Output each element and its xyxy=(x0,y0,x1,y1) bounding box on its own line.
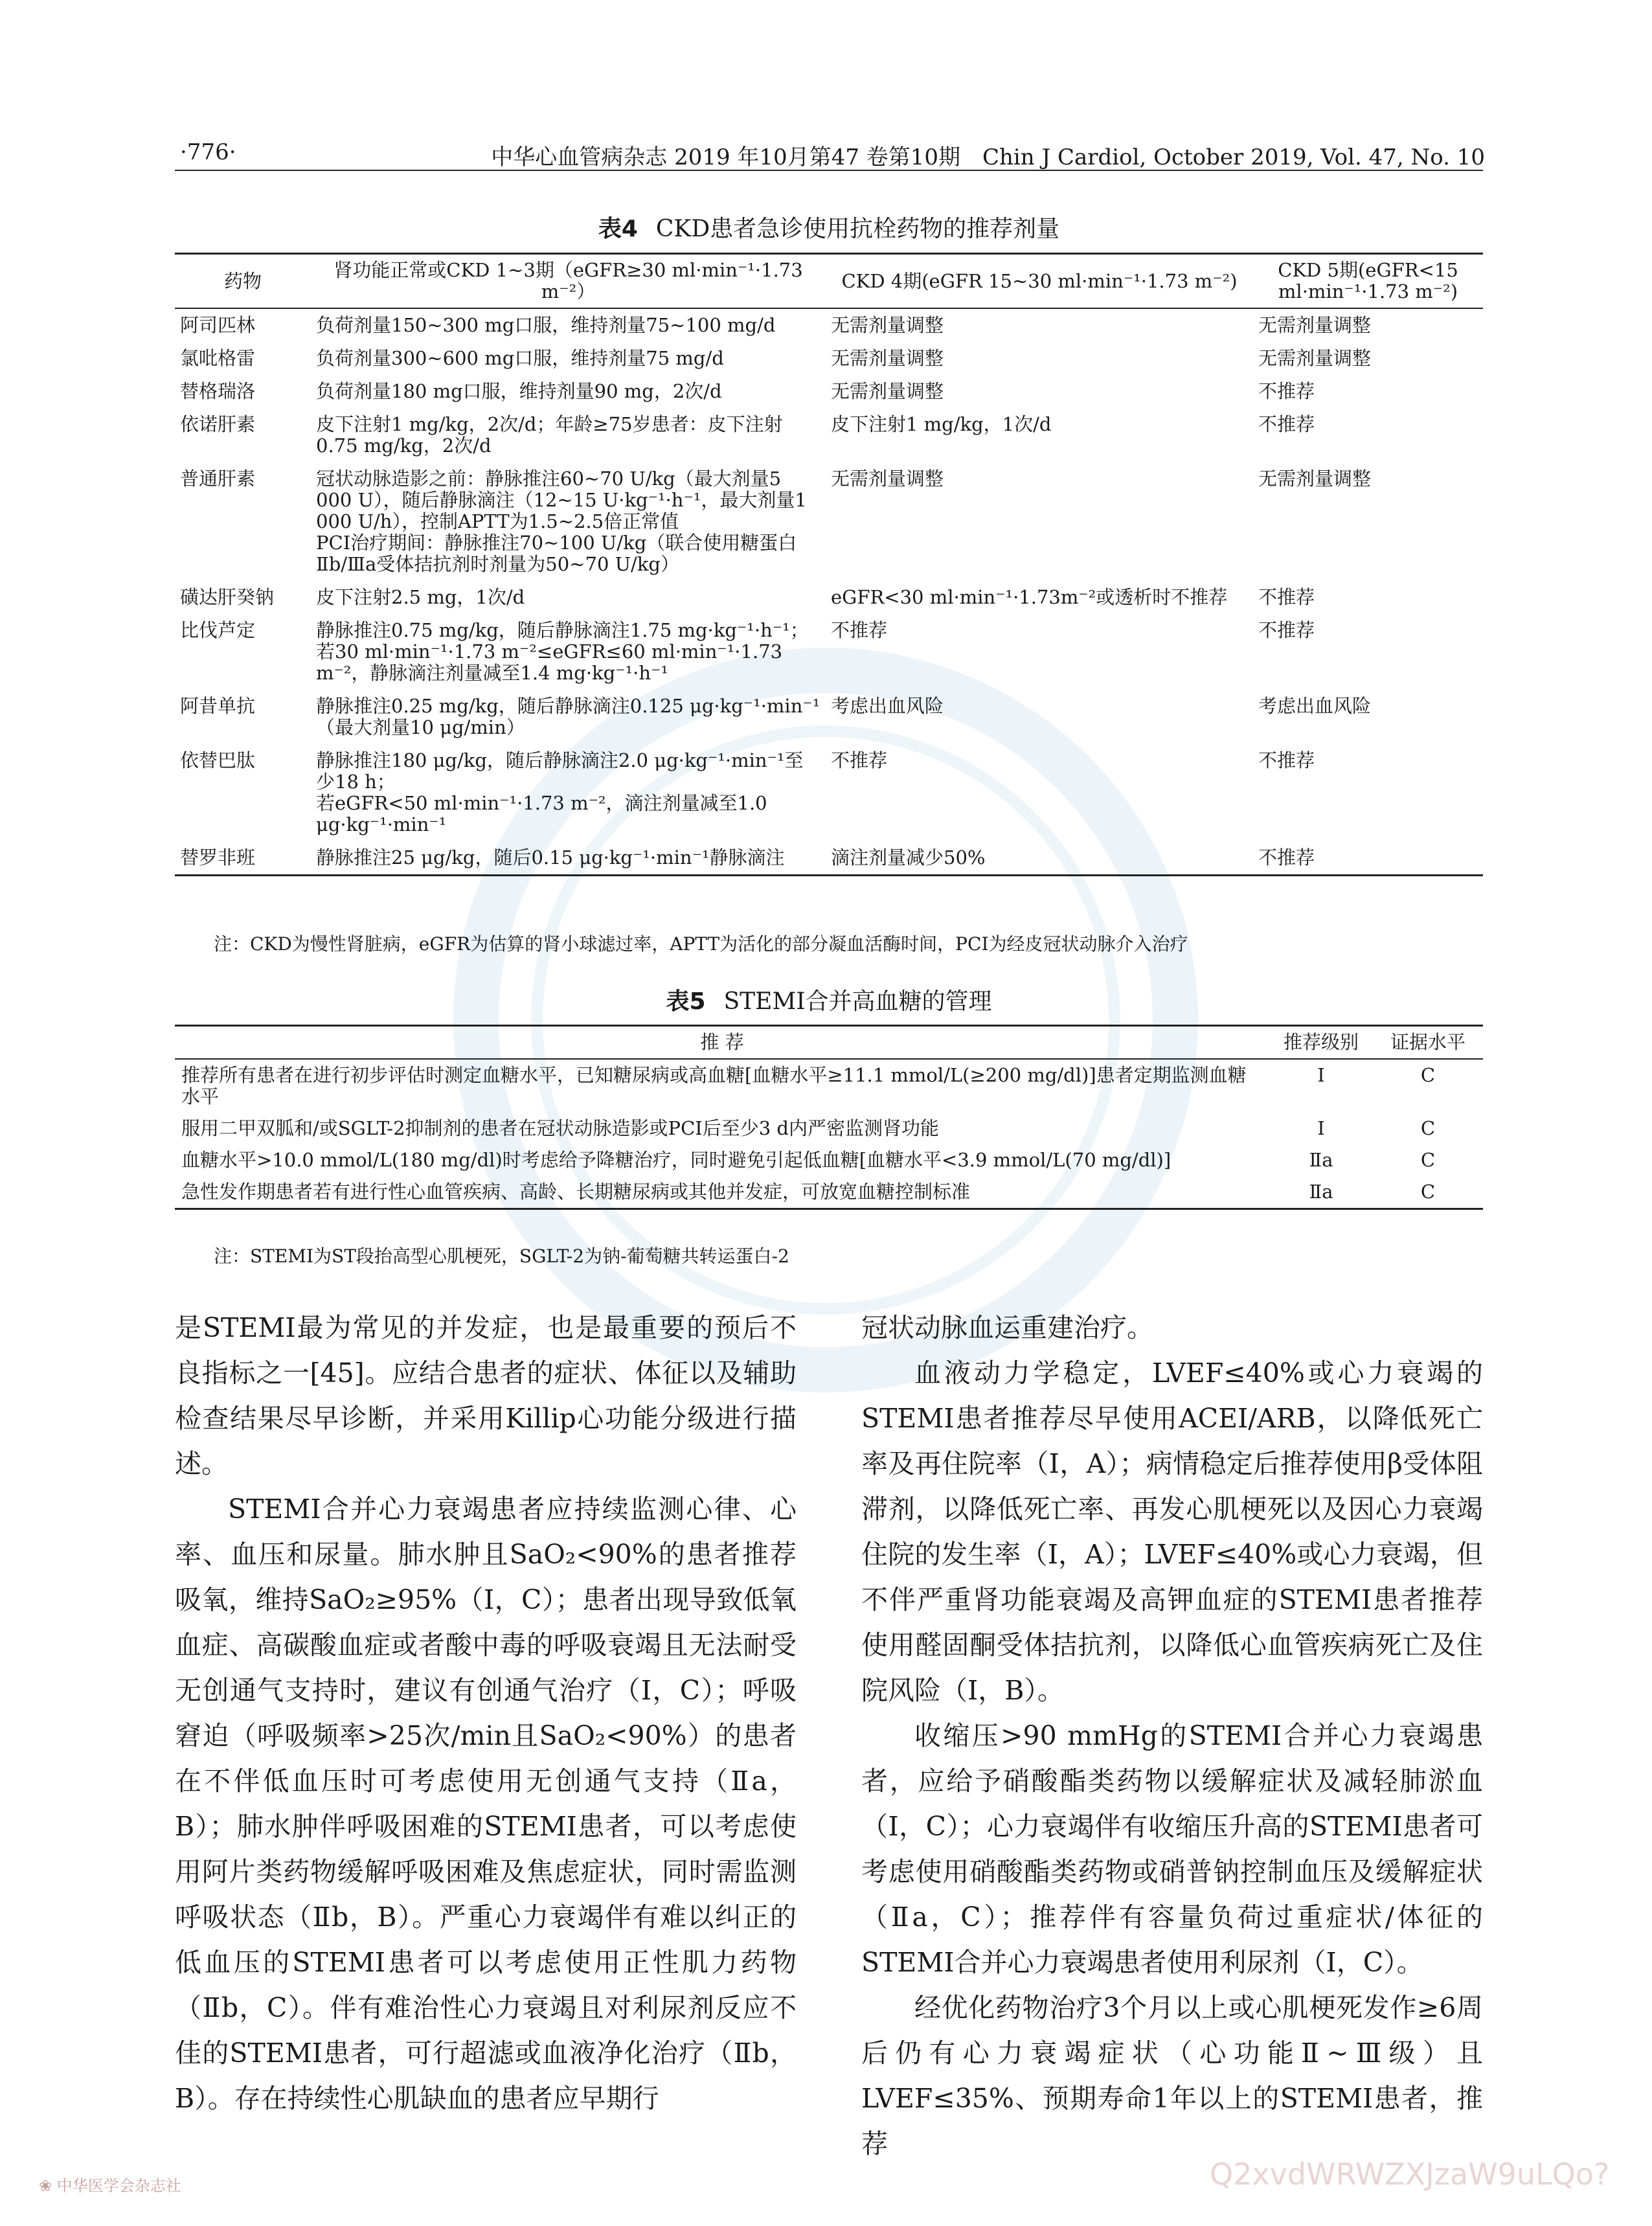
table5-cell: 血糖水平>10.0 mmol/L(180 mg/dl)时考虑给予降糖治疗，同时避免引起低血糖[血糖水平<3.9 mmol/L(70 mg/dl)] xyxy=(181,1149,1171,1171)
table4-cell: 无需剂量调整 xyxy=(831,314,944,336)
table4-cell: 不推荐 xyxy=(831,749,888,771)
table4-row xyxy=(175,744,1483,841)
table4-cell: 依替巴肽 xyxy=(180,749,256,771)
table5-row xyxy=(175,1176,1483,1209)
table4-title: CKD患者急诊使用抗栓药物的推荐剂量 xyxy=(655,216,1060,242)
table4-cell: 静脉推注25 μg/kg，随后0.15 μg·kg⁻¹·min⁻¹静脉滴注 xyxy=(316,846,785,869)
table4-cell: 静脉推注0.75 mg/kg，随后静脉滴注1.75 mg·kg⁻¹·h⁻¹；若30 ml·min⁻¹·1.73 m⁻²≤eGFR≤60 ml·min⁻¹·1.73 m⁻²，静脉滴注剂量减至1.4 mg·kg⁻¹·h⁻¹ xyxy=(316,619,809,684)
table4-cell: 皮下注射1 mg/kg，2次/d；年龄≥75岁患者：皮下注射0.75 mg/kg，2次/d xyxy=(316,413,783,457)
table4-cell: 考虑出血风险 xyxy=(831,695,944,717)
table4-cell: 无需剂量调整 xyxy=(831,468,944,490)
table4-cell: 无需剂量调整 xyxy=(1258,314,1372,336)
table4-cell: 无需剂量调整 xyxy=(1258,347,1372,369)
table4-cell: 替罗非班 xyxy=(180,846,256,869)
table4-cell: 冠状动脉造影之前：静脉推注60~70 U/kg（最大剂量5 000 U），随后静脉滴注（12~15 U·kg⁻¹·h⁻¹，最大剂量1 000 U/h），控制APTT为1.5~2.5倍正常值 PCI治疗期间：静脉推注70~100 U/kg（联合使用糖蛋白Ⅱb/Ⅲa受体拮抗剂时剂量为50~70 U/kg） xyxy=(316,468,807,575)
table4-cell: 不推荐 xyxy=(831,619,888,641)
body-paragraph: STEMI合并心力衰竭患者应持续监测心律、心率、血压和尿量。肺水肿且SaO₂<90%的患者推荐吸氧，维持SaO₂≥95%（Ⅰ，C）；患者出现导致低氧血症、高碳酸血症或者酸中毒的呼吸衰竭且无法耐受无创通气支持时，建议有创通气治疗（Ⅰ，C）；呼吸窘迫（呼吸频率>25次/min且SaO₂<90%）的患者在不伴低血压时可考虑使用无创通气支持（Ⅱa，B）；肺水肿伴呼吸困难的STEMI患者，可以考虑使用阿片类药物缓解呼吸困难及焦虑症状，同时需监测呼吸状态（Ⅱb，B）。严重心力衰竭伴有难以纠正的低血压的STEMI患者可以考虑使用正性肌力药物（Ⅱb，C）。伴有难治性心力衰竭且对利尿剂反应不佳的STEMI患者，可行超滤或血液净化治疗（Ⅱb，B）。存在持续性心肌缺血的患者应早期行 xyxy=(175,1493,797,2114)
journal-header: 中华心血管病杂志 2019 年10月第47 卷第10期 Chin J Cardiol, October 2019, Vol. 47, No. 10 xyxy=(491,144,1485,170)
footer-watermark-code: Q2xvdWRWZXJzaW9uLQo? xyxy=(1210,2157,1610,2192)
table4-row xyxy=(175,342,1483,375)
table5-caption xyxy=(175,983,1483,1016)
table5-cell: Ⅱa xyxy=(1309,1149,1333,1171)
table4-row xyxy=(175,690,1483,744)
table4-cell: 皮下注射1 mg/kg，1次/d xyxy=(831,413,1052,435)
table4-cell: 静脉推注180 μg/kg，随后静脉滴注2.0 μg·kg⁻¹·min⁻¹至少18 h； 若eGFR<50 ml·min⁻¹·1.73 m⁻²，滴注剂量减至1.0 μg·kg⁻¹·min⁻¹ xyxy=(316,749,804,835)
table4-cell: 静脉推注0.25 mg/kg，随后静脉滴注0.125 μg·kg⁻¹·min⁻¹（最大剂量10 μg/min） xyxy=(316,695,820,738)
table5-cell: C xyxy=(1420,1181,1436,1203)
table5-row xyxy=(175,1059,1483,1113)
table4-note: 注：CKD为慢性肾脏病，eGFR为估算的肾小球滤过率，APTT为活化的部分凝血活酶时间，PCI为经皮冠状动脉介入治疗 xyxy=(214,933,1188,955)
table4-cell: 不推荐 xyxy=(1258,586,1315,608)
table4-cell: 不推荐 xyxy=(1258,413,1315,435)
table4-row xyxy=(175,462,1483,581)
table4-caption xyxy=(175,210,1483,244)
table4-cell: 磺达肝癸钠 xyxy=(180,586,275,608)
table4-cell: 不推荐 xyxy=(1258,846,1315,869)
table4-cell: 考虑出血风险 xyxy=(1258,695,1372,717)
table4-cell: 比伐芦定 xyxy=(180,619,256,641)
body-paragraph: 经优化药物治疗3个月以上或心肌梗死发作≥6周后仍有心力衰竭症状（心功能Ⅱ~Ⅲ级）且LVEF≤35%、预期寿命1年以上的STEMI患者，推荐 xyxy=(861,1992,1483,2159)
table5-cell: Ⅰ xyxy=(1317,1064,1325,1086)
table4-cell: 无需剂量调整 xyxy=(831,347,944,369)
table4-cell: 氯吡格雷 xyxy=(180,347,256,369)
table5-cell: 服用二甲双胍和/或SGLT-2抑制剂的患者在冠状动脉造影或PCI后至少3 d内严密监测肾功能 xyxy=(181,1117,939,1139)
table4-cell: 无需剂量调整 xyxy=(1258,468,1372,490)
table4-cell: 阿司匹林 xyxy=(180,314,256,336)
table4-row xyxy=(175,308,1483,342)
body-paragraph: 是STEMI最为常见的并发症，也是最重要的预后不良指标之一[45]。应结合患者的症状、体征以及辅助检查结果尽早诊断，并采用Killip心功能分级进行描述。 xyxy=(175,1312,797,1479)
table5-cell: C xyxy=(1420,1064,1436,1086)
body-paragraph: 冠状动脉血运重建治疗。 xyxy=(861,1312,1153,1343)
table4-header-cell: 肾功能正常或CKD 1~3期（eGFR≥30 ml·min⁻¹·1.73 m⁻²） xyxy=(311,254,826,309)
table4-header-cell: CKD 4期(eGFR 15~30 ml·min⁻¹·1.73 m⁻²) xyxy=(826,254,1253,309)
table4-cell: 阿昔单抗 xyxy=(180,695,256,717)
table5-header-cell: 推荐级别 xyxy=(1269,1026,1373,1060)
table4-cell: eGFR<30 ml·min⁻¹·1.73m⁻²或透析时不推荐 xyxy=(831,586,1228,608)
table5-cell: Ⅱa xyxy=(1309,1181,1333,1203)
table4-cell: 依诺肝素 xyxy=(180,413,256,435)
table4-cell: 不推荐 xyxy=(1258,619,1315,641)
table5-cell: 急性发作期患者若有进行性心血管疾病、高龄、长期糖尿病或其他并发症，可放宽血糖控制标准 xyxy=(181,1181,971,1203)
table4-cell: 皮下注射2.5 mg，1次/d xyxy=(316,586,525,608)
table4-cell: 不推荐 xyxy=(1258,749,1315,771)
table5-header-cell: 推 荐 xyxy=(175,1026,1269,1060)
table4-cell: 无需剂量调整 xyxy=(831,380,944,402)
table5-header-row xyxy=(175,1026,1483,1060)
body-paragraph: 收缩压>90 mmHg的STEMI合并心力衰竭患者，应给予硝酸酯类药物以缓解症状及减轻肺淤血（Ⅰ，C）；心力衰竭伴有收缩压升高的STEMI患者可考虑使用硝酸酯类药物或硝普钠控制血压及缓解症状（Ⅱa，C）；推荐伴有容量负荷过重症状/体征的STEMI合并心力衰竭患者使用利尿剂（Ⅰ，C）。 xyxy=(861,1720,1483,1978)
table4-cell: 负荷剂量300~600 mg口服，维持剂量75 mg/d xyxy=(316,347,724,369)
table4-header-cell: CKD 5期(eGFR<15 ml·min⁻¹·1.73 m⁻²) xyxy=(1253,254,1483,309)
page-number: ·776· xyxy=(180,139,236,165)
table5-cell: C xyxy=(1420,1149,1436,1171)
table4-cell: 负荷剂量180 mg口服，维持剂量90 mg，2次/d xyxy=(316,380,722,402)
table4-row xyxy=(175,841,1483,876)
table4-cell: 滴注剂量减少50% xyxy=(831,846,986,869)
table4-cell: 替格瑞洛 xyxy=(180,380,256,402)
header-rule xyxy=(175,170,1483,171)
table4-cell: 负荷剂量150~300 mg口服，维持剂量75~100 mg/d xyxy=(316,314,776,336)
table4 xyxy=(175,253,1483,876)
table5 xyxy=(175,1025,1483,1210)
publisher-logo xyxy=(39,2173,181,2196)
table4-row xyxy=(175,375,1483,408)
table4-row xyxy=(175,408,1483,462)
table4-label: 表4 xyxy=(598,216,638,242)
table5-cell: Ⅰ xyxy=(1317,1117,1325,1139)
table4-cell: 普通肝素 xyxy=(180,468,256,490)
table5-label: 表5 xyxy=(666,988,706,1015)
table5-row xyxy=(175,1144,1483,1176)
publisher-logo-text: 中华医学会杂志社 xyxy=(56,2177,181,2195)
body-right-column xyxy=(861,1305,1483,2166)
table4-header-cell: 药物 xyxy=(175,254,311,309)
publisher-logo-icon: ❀ xyxy=(39,2177,57,2195)
table4-row xyxy=(175,581,1483,614)
table4-row xyxy=(175,614,1483,690)
table5-title: STEMI合并高血糖的管理 xyxy=(723,988,992,1015)
table5-header-cell: 证据水平 xyxy=(1373,1026,1483,1060)
table4-cell: 不推荐 xyxy=(1258,380,1315,402)
body-paragraph: 血液动力学稳定，LVEF≤40%或心力衰竭的STEMI患者推荐尽早使用ACEI/ARB，以降低死亡率及再住院率（Ⅰ，A）；病情稳定后推荐使用β受体阻滞剂，以降低死亡率、再发心肌梗死以及因心力衰竭住院的发生率（Ⅰ，A）；LVEF≤40%或心力衰竭，但不伴严重肾功能衰竭及高钾血症的STEMI患者推荐使用醛固酮受体拮抗剂，以降低心血管疾病死亡及住院风险（Ⅰ，B）。 xyxy=(861,1357,1483,1706)
table5-row xyxy=(175,1113,1483,1144)
table4-header-row xyxy=(175,254,1483,309)
table5-note: 注：STEMI为ST段抬高型心肌梗死，SGLT-2为钠-葡萄糖共转运蛋白-2 xyxy=(214,1245,789,1267)
table5-cell: 推荐所有患者在进行初步评估时测定血糖水平，已知糖尿病或高血糖[血糖水平≥11.1 mmol/L(≥200 mg/dl)]患者定期监测血糖水平 xyxy=(181,1064,1247,1107)
table5-cell: C xyxy=(1420,1117,1436,1139)
body-left-column xyxy=(175,1305,797,2121)
